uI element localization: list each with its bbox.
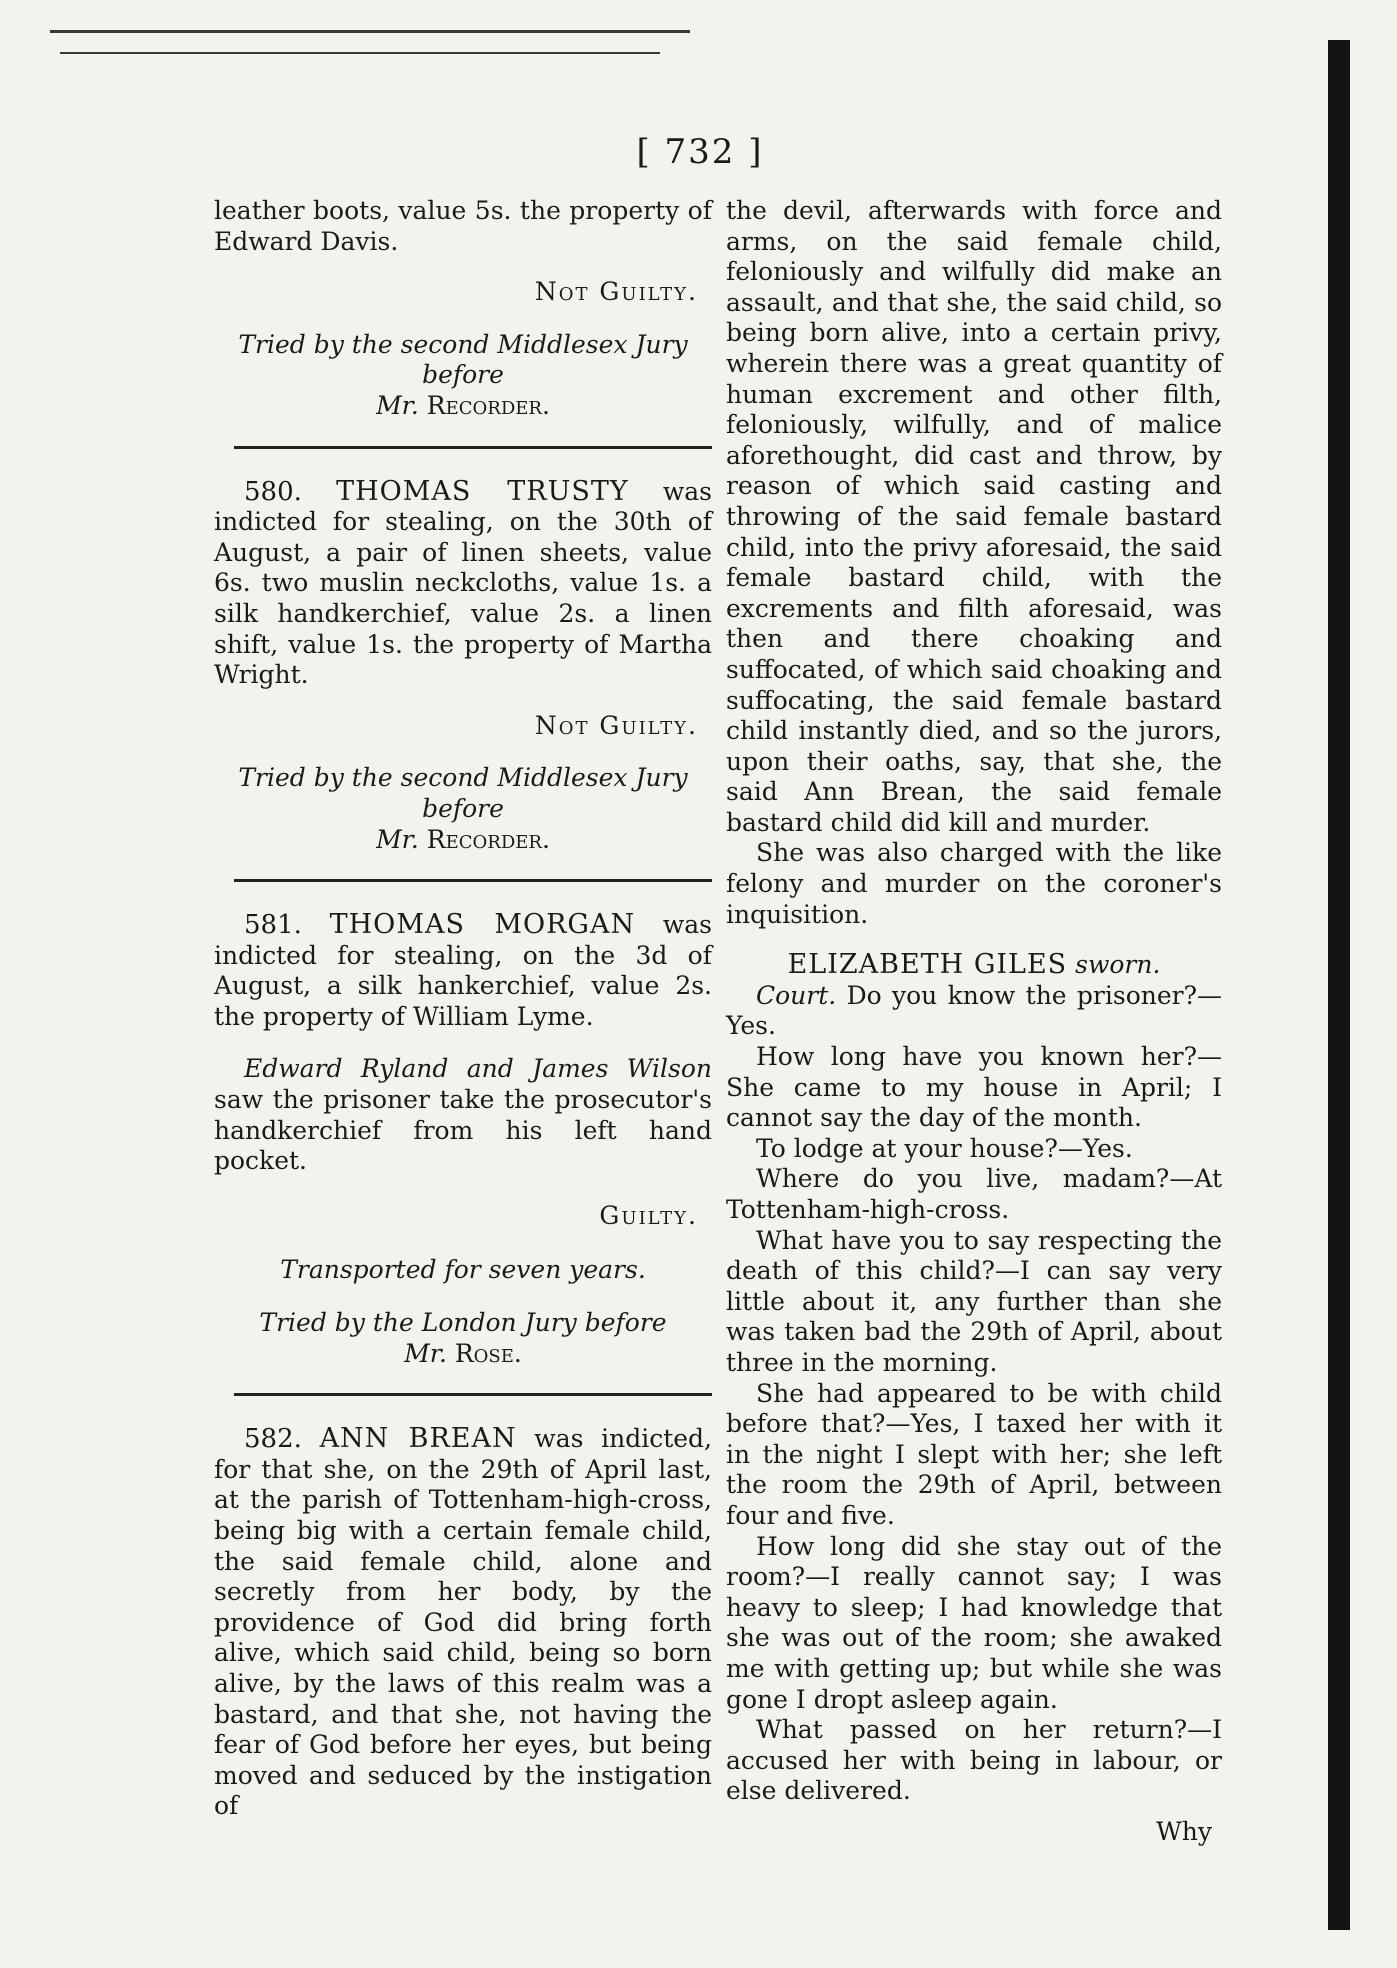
- section-divider-1: [234, 446, 712, 449]
- testimony-3: To lodge at your house?—Yes.: [756, 1133, 1133, 1163]
- tried-by-1-line: Tried by the second Middlesex Jury before: [238, 329, 688, 390]
- witness-heading: [726, 950, 1222, 981]
- sentence-transported: Transported for seven years.: [280, 1255, 646, 1285]
- case-581-number: 581.: [244, 910, 302, 941]
- case-582-number: 582.: [244, 1424, 302, 1455]
- tried-by-3-judge: Rose.: [454, 1338, 522, 1368]
- case-580-number: 580.: [244, 476, 302, 507]
- tried-by-3-judge-line: [214, 1339, 712, 1370]
- opening-text: leather boots, value 5s. the property of Edward Davis.: [214, 196, 712, 256]
- verdict-not-guilty-1: Not Guilty.: [534, 277, 698, 307]
- case-580: [214, 477, 712, 691]
- tried-by-2-mr: Mr.: [376, 824, 419, 854]
- coroner-charge: She was also charged with the like felony and murder on the coroner's inquisition.: [726, 838, 1222, 929]
- case-582-text: was indicted, for that she, on the 29th of April last, at the parish of Tottenham-high-cross, being big with a certain female child, the said female child, alone and secretly from her body, by the providence of God did bring forth alive, which said child, being so born alive, by the laws of this realm was a bastard, and that she, not having the fear of God before her eyes, but being moved and seduced by the instigation of: [214, 1424, 712, 1821]
- tried-by-3-mr: Mr.: [404, 1338, 447, 1368]
- case-581-defendant: THOMAS MORGAN: [329, 909, 636, 941]
- testimony-1: [726, 981, 1222, 1042]
- tried-by-1-judge-line: [214, 391, 712, 422]
- tried-by-2: [214, 763, 712, 855]
- testimony-5: What have you to say respecting the death of this child?—I can say very little about it, any further than she was taken bad the 29th of April, about three in the morning.: [726, 1225, 1222, 1377]
- case-582-defendant: ANN BREAN: [319, 1423, 517, 1455]
- testimony-1-text: Do you know the prisoner?—Yes.: [726, 980, 1222, 1041]
- testimony-1-court: Court.: [756, 980, 837, 1010]
- tried-by-3-line: Tried by the London Jury before: [259, 1308, 667, 1338]
- testimony-4: Where do you live, madam?—At Tottenham-high-cross.: [726, 1164, 1222, 1224]
- section-divider-3: [234, 1393, 712, 1396]
- tried-by-1-judge: Recorder.: [426, 390, 550, 420]
- testimony-8: What passed on her return?—I accused her with being in labour, or else delivered.: [726, 1715, 1222, 1806]
- book-spine-shadow: [1328, 40, 1350, 1930]
- case-582: [214, 1424, 712, 1822]
- tried-by-3: [214, 1308, 712, 1369]
- top-border-rule: [50, 30, 690, 33]
- case-581-witness-names: Edward Ryland and James Wilson: [244, 1054, 712, 1084]
- verdict-guilty: Guilty.: [599, 1200, 698, 1230]
- case-581-witnesses: [214, 1054, 712, 1176]
- testimony-7: How long did she stay out of the room?—I really cannot say; I was heavy to sleep; I had knowledge that she was out of the room; she awaked me with getting up; but while she was gone I dropt asleep again.: [726, 1531, 1222, 1714]
- case-580-text: was indicted for stealing, on the 30th of August, a pair of linen sheets, value 6s. two muslin neckcloths, value 1s. a silk handkerchief, value 2s. a linen shift, value 1s. the property of Martha Wright.: [214, 476, 712, 690]
- catchword: Why: [1156, 1816, 1212, 1846]
- testimony-2: How long have you known her?—She came to my house in April; I cannot say the day of the month.: [726, 1042, 1222, 1133]
- section-divider-2: [234, 879, 712, 882]
- tried-by-1-mr: Mr.: [376, 390, 419, 420]
- case-580-defendant: THOMAS TRUSTY: [336, 475, 629, 507]
- left-column: [214, 196, 712, 1822]
- top-border-rule-secondary: [60, 52, 660, 54]
- case-581-witness-text: saw the prisoner take the prosecutor's handkerchief from his left hand pocket.: [214, 1085, 712, 1176]
- verdict-not-guilty-2: Not Guilty.: [534, 710, 698, 740]
- tried-by-2-judge: Recorder.: [426, 824, 550, 854]
- tried-by-2-line: Tried by the second Middlesex Jury before: [238, 763, 688, 823]
- case-581: [214, 910, 712, 1032]
- witness-name: ELIZABETH GILES: [787, 949, 1068, 981]
- right-column: [726, 196, 1222, 1847]
- page-number: [ 732 ]: [636, 132, 764, 172]
- tried-by-1: [214, 330, 712, 422]
- indictment-continued: the devil, afterwards with force and arms, on the said female child, feloniously and wilfully did make an assault, and that she, the said child, so being born alive, into a certain privy, wherein there was a great quantity of human excrement and other filth, feloniously, wilfully, and of malice aforethought, did cast and throw, by reason of which said casting and throwing of the said female bastard child, into the privy aforesaid, the said female bastard child, with the excrements and filth aforesaid, was then and there choaking and suffocated, of which said choaking and suffocating, the said female bastard child instantly died, and so the jurors, upon their oaths, say, that she, the said Ann Brean, the said female bastard child did kill and murder.: [726, 196, 1222, 837]
- case-581-text: was indicted for stealing, on the 3d of August, a silk hankerchief, value 2s. the property of William Lyme.: [214, 910, 712, 1031]
- testimony-6: She had appeared to be with child before that?—Yes, I taxed her with it in the night I slept with her; she left the room the 29th of April, between four and five.: [726, 1378, 1222, 1530]
- witness-sworn: sworn.: [1075, 950, 1161, 980]
- tried-by-2-judge-line: [214, 825, 712, 856]
